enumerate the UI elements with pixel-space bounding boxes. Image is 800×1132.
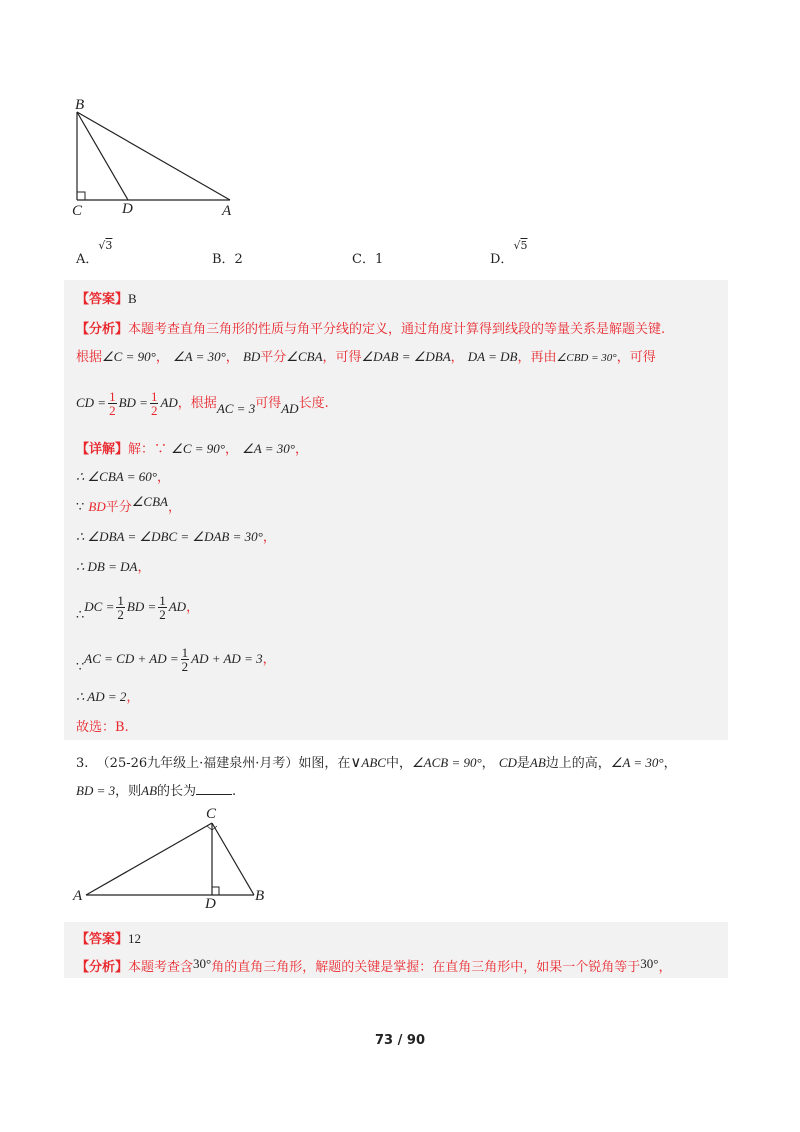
detail-line-2: ∴ ∠CBA = 60°， bbox=[76, 469, 170, 485]
fig2-label-b: B bbox=[255, 888, 265, 904]
detail-line-4: ∴ ∠DBA = ∠DBC = ∠DAB = 30°， bbox=[76, 529, 276, 545]
fig1-label-b: B bbox=[75, 97, 85, 113]
answer-line-2: 【答案】12 bbox=[76, 931, 142, 947]
figure-triangle-acdb bbox=[76, 815, 276, 915]
analysis-line-3: CD = $\frac{1}{2}$ BD = $\frac{1}{2}$ AD，根据AC = 3可得AD长度. bbox=[76, 389, 329, 418]
fig1-label-c: C bbox=[72, 203, 83, 219]
fig2-label-c: C bbox=[206, 806, 217, 822]
answer-blank[interactable] bbox=[196, 782, 232, 795]
detail-line-8: ∴ AD = 2， bbox=[76, 689, 140, 705]
detail-line-5: ∴ DB = DA， bbox=[76, 559, 151, 575]
analysis-line-1: 【分析】本题考查直角三角形的性质与角平分线的定义，通过角度计算得到线段的等量关系是解题关键. bbox=[76, 322, 666, 337]
analysis-line-2: 根据∠C = 90°， ∠A = 30°， BD平分∠CBA，可得∠DAB = ∠DBA， DA = DB，再由∠CBD = 30°，可得 bbox=[76, 349, 656, 365]
detail-line-7: ∵AC = CD + AD = $\frac{1}{2}$ AD + AD = 3， bbox=[76, 645, 276, 675]
fig1-label-d: D bbox=[122, 201, 133, 217]
option-b: B．2 bbox=[212, 252, 243, 267]
detail-line-1: 【详解】解：∵ ∠C = 90°， ∠A = 30°， bbox=[76, 441, 308, 457]
option-a: A．$^{√3}$ bbox=[76, 239, 113, 267]
question-3-line-2: BD = 3，则AB的长为 . bbox=[76, 783, 237, 799]
page-number: 73 / 90 bbox=[375, 1033, 425, 1048]
question-3-line-1: 3. （25-26九年级上·福建泉州·月考）如图，在∨ABC中，∠ACB = 90°， CD是AB边上的高，∠A = 30°， bbox=[76, 755, 677, 771]
answer-line: 【答案】B bbox=[76, 291, 137, 307]
conclusion-line: 故选：B. bbox=[76, 720, 129, 735]
fig2-label-d: D bbox=[205, 896, 216, 912]
detail-line-6: ∴DC = $\frac{1}{2}$ BD = $\frac{1}{2}$ AD， bbox=[76, 593, 200, 623]
fig1-label-a: A bbox=[222, 203, 232, 219]
detail-line-3: ∵ BD平分∠CBA， bbox=[76, 494, 182, 515]
fig2-label-a: A bbox=[73, 888, 83, 904]
option-d: D．$^{√5}$ bbox=[490, 239, 528, 267]
analysis-2-line-1: 【分析】本题考查含30°角的直角三角形，解题的关键是掌握：在直角三角形中，如果一个锐角等于30°， bbox=[76, 956, 672, 975]
option-c: C．1 bbox=[352, 252, 384, 267]
